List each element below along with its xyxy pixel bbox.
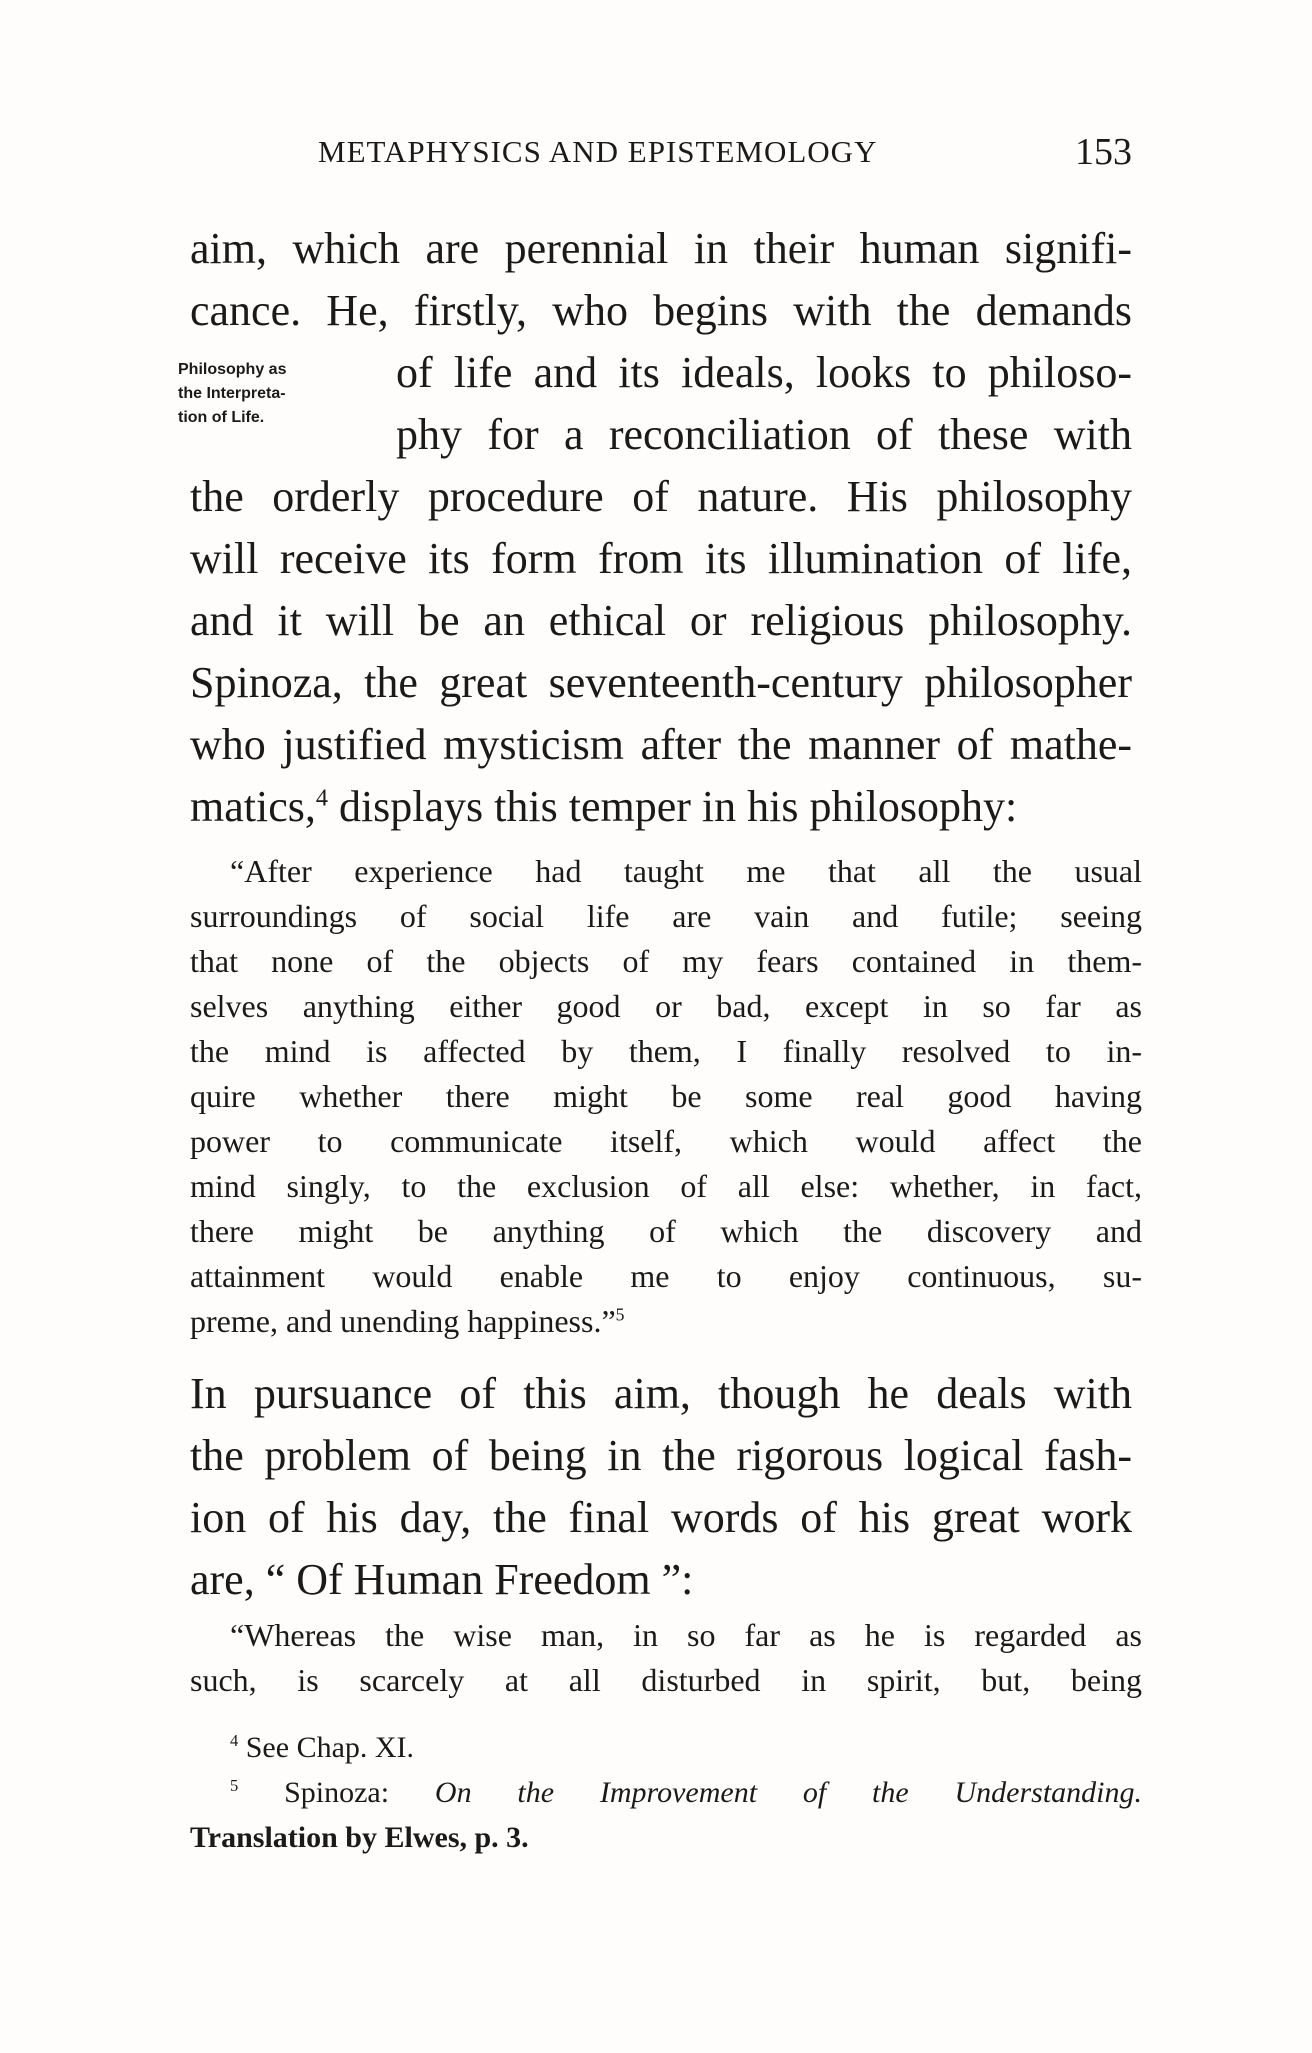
text-line: ion of his day, the final words of his great work: [190, 1493, 1132, 1542]
footnote-translation: Translation by Elwes, p. 3.: [190, 1821, 529, 1854]
margin-note-line: tion of Life.: [178, 409, 265, 426]
quote-line: the mind is affected by them, I finally resolved to in-: [190, 1033, 1142, 1069]
text-line: of life and its ideals, looks to philoso-: [396, 348, 1132, 397]
quote-line: that none of the objects of my fears contained in them-: [190, 943, 1142, 979]
block-quote-1: [190, 849, 1142, 1344]
text-fragment: displays this temper in his philosophy:: [338, 782, 1018, 831]
text-line: In pursuance of this aim, though he deals with: [190, 1369, 1132, 1418]
page-header: [318, 128, 1132, 178]
quote-line: surroundings of social life are vain and futile; seeing: [190, 898, 1142, 934]
text-line: the orderly procedure of nature. His philosophy: [190, 472, 1132, 521]
footnote-5: [190, 1770, 1142, 1815]
text-line: aim, which are perennial in their human signifi-: [190, 224, 1132, 273]
text-line: cance. He, firstly, who begins with the demands: [190, 286, 1132, 335]
text-line: [190, 776, 1132, 838]
text-line: Spinoza, the great seventeenth-century philosopher: [190, 658, 1132, 707]
text-line: who justified mysticism after the manner of mathe-: [190, 720, 1132, 769]
footnote-mark: 5: [230, 1776, 239, 1795]
footnote-title: On the Improvement of the Understanding.: [434, 1776, 1142, 1809]
text-line: the problem of being in the rigorous logical fash-: [190, 1431, 1132, 1480]
quote-line: selves anything either good or bad, except in so far as: [190, 988, 1142, 1024]
block-quote-2: [190, 1613, 1142, 1703]
footnote-ref-5[interactable]: 5: [615, 1304, 625, 1325]
text-line: are, “ Of Human Freedom ”:: [190, 1555, 694, 1604]
running-title: METAPHYSICS AND EPISTEMOLOGY: [318, 134, 878, 169]
text-fragment: matics,: [190, 782, 316, 831]
quote-line: quire whether there might be some real good having: [190, 1078, 1142, 1114]
text-line: phy for a reconciliation of these with: [396, 410, 1132, 459]
footnotes: [190, 1725, 1142, 1860]
quote-line: “Whereas the wise man, in so far as he is regarded as: [230, 1617, 1142, 1653]
page-number: 153: [1075, 131, 1132, 173]
footnote-text: See Chap. XI.: [245, 1731, 415, 1764]
footnote-mark: 4: [230, 1731, 239, 1750]
footnote-ref-4[interactable]: 4: [315, 784, 328, 812]
quote-line: “After experience had taught me that all the usual: [230, 853, 1142, 889]
text-line: will receive its form from its illumination of life,: [190, 534, 1132, 583]
quote-line: [190, 1299, 1142, 1344]
text-line: and it will be an ethical or religious philosophy.: [190, 596, 1132, 645]
paragraph-2: [190, 1363, 1132, 1611]
footnote-author: Spinoza:: [284, 1776, 390, 1809]
quote-line: power to communicate itself, which would affect the: [190, 1123, 1142, 1159]
quote-line: attainment would enable me to enjoy continuous, su-: [190, 1258, 1142, 1294]
text-fragment: preme, and unending happiness.”: [190, 1303, 616, 1339]
paragraph-1: [190, 218, 1132, 838]
quote-line: such, is scarcely at all disturbed in spirit, but, being: [190, 1662, 1142, 1698]
quote-line: mind singly, to the exclusion of all else: whether, in fact,: [190, 1168, 1142, 1204]
margin-note-line: the Interpreta-: [178, 385, 286, 402]
quote-line: there might be anything of which the discovery and: [190, 1213, 1142, 1249]
footnote-4: [190, 1725, 1142, 1770]
margin-note-line: Philosophy as: [178, 361, 287, 378]
